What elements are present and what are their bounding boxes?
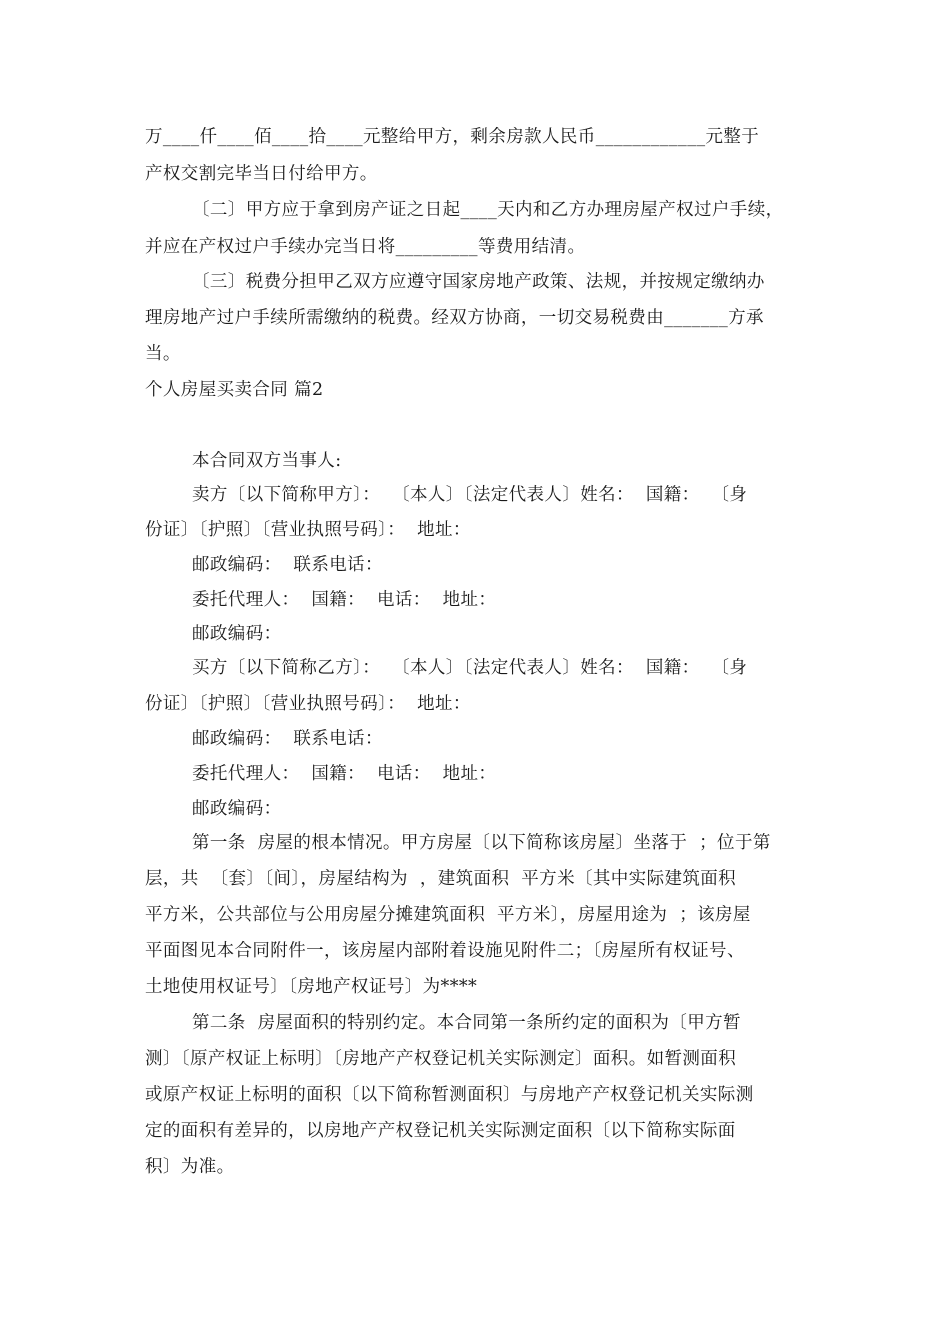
article-1-line: 第一条 房屋的根本情况。甲方房屋〔以下简称该房屋〕坐落于 ；位于第 xyxy=(192,833,771,853)
parties-heading: 本合同双方当事人: xyxy=(192,451,342,471)
clause-2-line: 并应在产权过户手续办完当日将_________等费用结清。 xyxy=(145,237,586,257)
payment-clause-line: 产权交割完毕当日付给甲方。 xyxy=(145,164,378,184)
article-2-line: 或原产权证上标明的面积〔以下简称暂测面积〕与房地产产权登记机关实际测 xyxy=(145,1085,754,1105)
buyer-line: 份证〕〔护照〕〔营业执照号码〕： 地址： xyxy=(145,694,471,714)
clause-3-line: 当。 xyxy=(145,344,181,364)
seller-agent-postal-line: 邮政编码： xyxy=(192,624,282,644)
buyer-line: 买方〔以下简称乙方〕： 〔本人〕〔法定代表人〕姓名： 国籍： 〔身 xyxy=(192,658,748,678)
article-2-line: 第二条 房屋面积的特别约定。本合同第一条所约定的面积为〔甲方暂 xyxy=(192,1013,741,1033)
seller-line: 卖方〔以下简称甲方〕： 〔本人〕〔法定代表人〕姓名： 国籍： 〔身 xyxy=(192,485,748,505)
article-1-line: 土地使用权证号〕〔房地产权证号〕为**** xyxy=(145,977,478,997)
buyer-agent-postal-line: 邮政编码： xyxy=(192,799,282,819)
buyer-postal-line: 邮政编码： 联系电话： xyxy=(192,729,383,749)
seller-agent-line: 委托代理人： 国籍： 电话： 地址： xyxy=(192,590,497,610)
article-2-line: 定的面积有差异的，以房地产产权登记机关实际测定面积〔以下简称实际面 xyxy=(145,1121,736,1141)
section-title: 个人房屋买卖合同 篇2 xyxy=(145,380,324,400)
article-1-line: 层，共 〔套〕〔间〕，房屋结构为 ，建筑面积 平方米〔其中实际建筑面积 xyxy=(145,869,737,889)
clause-2-line: 〔二〕甲方应于拿到房产证之日起____天内和乙方办理房屋产权过户手续， xyxy=(192,200,784,220)
article-1-line: 平方米，公共部位与公用房屋分摊建筑面积 平方米〕，房屋用途为 ；该房屋 xyxy=(145,905,751,925)
clause-3-line: 〔三〕税费分担甲乙双方应遵守国家房地产政策、法规，并按规定缴纳办 xyxy=(192,272,765,292)
clause-3-line: 理房地产过户手续所需缴纳的税费。经双方协商，一切交易税费由_______方承 xyxy=(145,308,764,328)
seller-line: 份证〕〔护照〕〔营业执照号码〕： 地址： xyxy=(145,520,471,540)
article-2-line: 测〕〔原产权证上标明〕〔房地产产权登记机关实际测定〕面积。如暂测面积 xyxy=(145,1049,737,1069)
article-2-line: 积〕为准。 xyxy=(145,1157,235,1177)
buyer-agent-line: 委托代理人： 国籍： 电话： 地址： xyxy=(192,764,497,784)
seller-postal-line: 邮政编码： 联系电话： xyxy=(192,555,383,575)
payment-clause-line: 万____仟____佰____拾____元整给甲方，剩余房款人民币____________元整于 xyxy=(145,127,760,147)
article-1-line: 平面图见本合同附件一，该房屋内部附着设施见附件二；〔房屋所有权证号、 xyxy=(145,941,745,961)
